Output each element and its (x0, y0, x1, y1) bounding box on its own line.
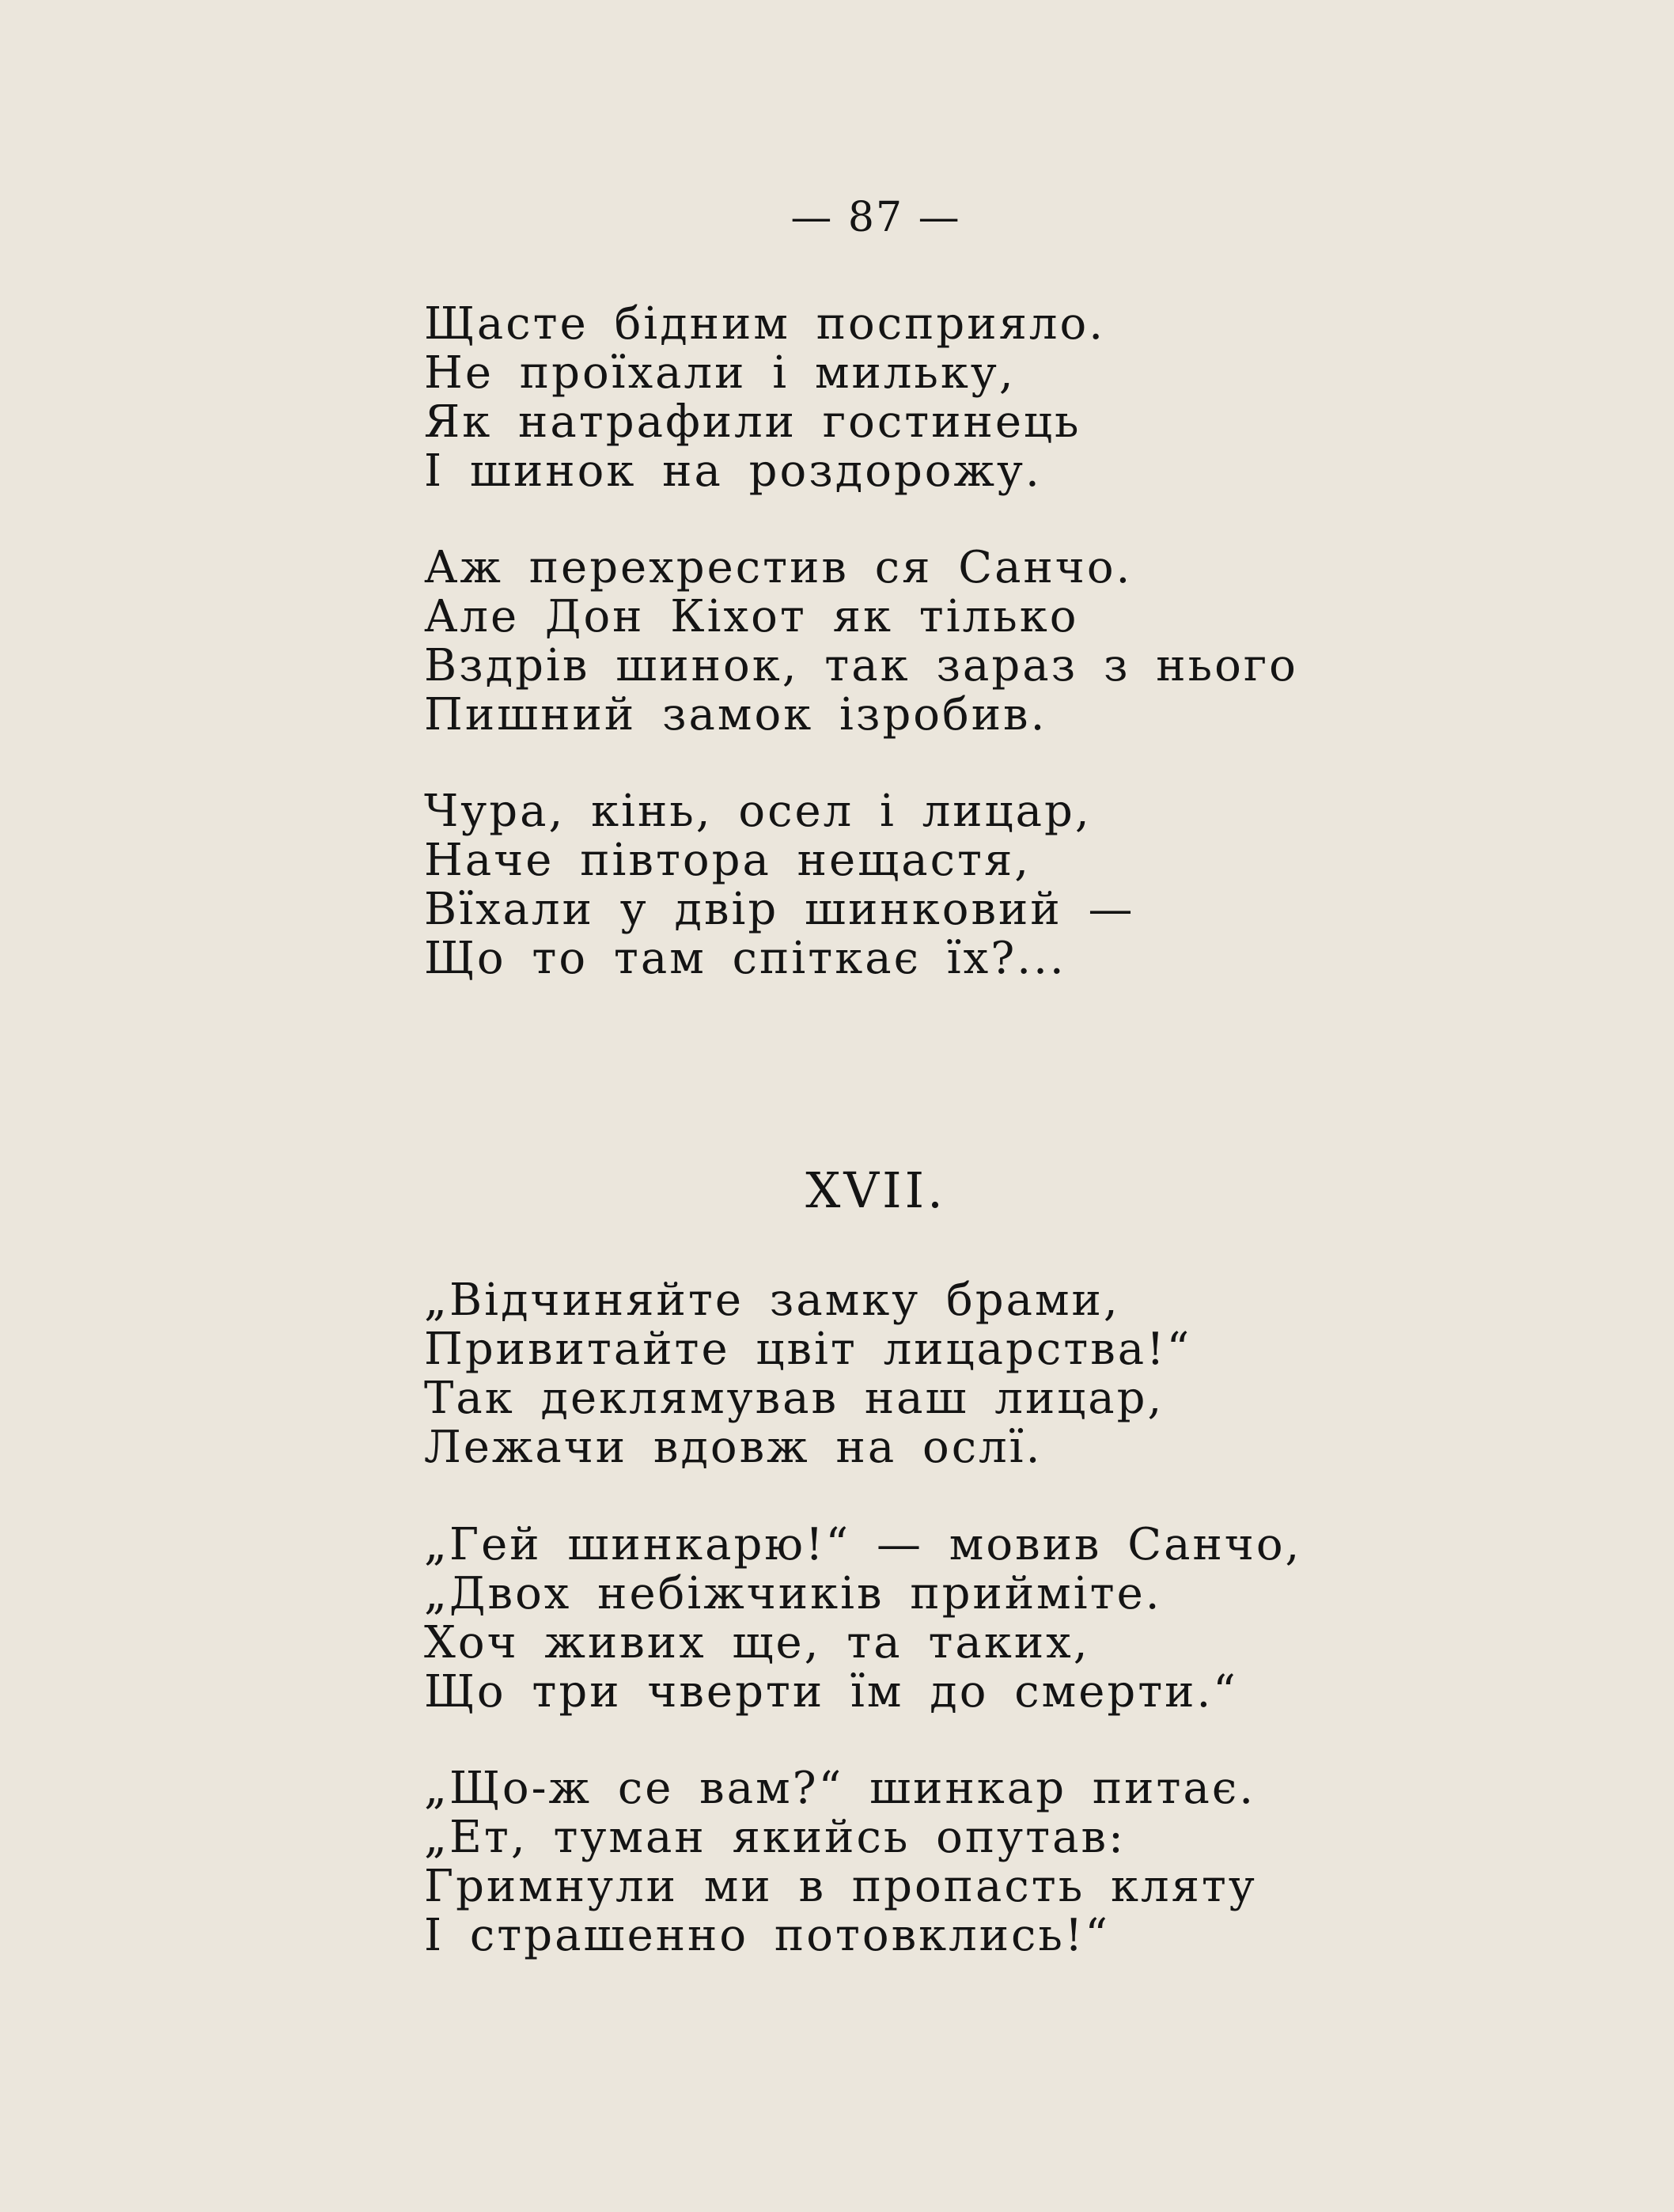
verse-line: Що три чверти їм до смерти.“ (424, 1666, 1238, 1718)
verse-line: Що то там спіткає їх?... (424, 933, 1066, 984)
stanza (424, 300, 1373, 496)
verse-line: „Двох небіжчиків прийміте. (424, 1568, 1162, 1619)
verse-line: Хоч живих ще, та таких, (424, 1617, 1090, 1668)
verse-line: Але Дон Кіхот як тілько (424, 591, 1079, 642)
verse-line: Вздрів шинок, так зараз з нього (424, 640, 1298, 691)
section-heading: XVII. (805, 1161, 946, 1219)
stanza (424, 1764, 1373, 1960)
verse-line: Вїхали у двір шинковий — (424, 884, 1135, 935)
stanza (424, 787, 1373, 983)
verse-line: Гримнули ми в пропасть кляту (424, 1861, 1257, 1912)
verse-line: „Гей шинкарю!“ — мовив Санчо, (424, 1519, 1302, 1570)
verse-line: Щасте бідним посприяло. (424, 298, 1106, 350)
verse-line: І страшенно потовклись!“ (424, 1910, 1111, 1961)
verse-line: Чура, кінь, осел і лицар, (424, 786, 1092, 837)
verse-line: „Ет, туман якийсь опутав: (424, 1812, 1126, 1863)
verse-line: Наче півтора нещастя, (424, 835, 1032, 886)
verse-line: І шинок на роздорожу. (424, 445, 1042, 497)
verse-line: Пишний замок ізробив. (424, 689, 1047, 740)
verse-line: Лежачи вдовж на ослї. (424, 1422, 1043, 1473)
verse-line: Привитайте цвіт лицарства!“ (424, 1324, 1192, 1375)
verse-line: Так деклямував наш лицар, (424, 1373, 1165, 1424)
page-number: — 87 — (790, 194, 961, 241)
stanza (424, 1521, 1373, 1717)
stanza (424, 1276, 1373, 1472)
verse-line: „Відчиняйте замку брами, (424, 1275, 1120, 1326)
verse-line: Аж перехрестив ся Санчо. (424, 542, 1133, 593)
verse-line: Як натрафили гостинець (424, 396, 1081, 448)
stanza (424, 544, 1373, 740)
verse-line: Не проїхали і мильку, (424, 347, 1016, 399)
verse-line: „Що-ж се вам?“ шинкар питає. (424, 1763, 1256, 1814)
